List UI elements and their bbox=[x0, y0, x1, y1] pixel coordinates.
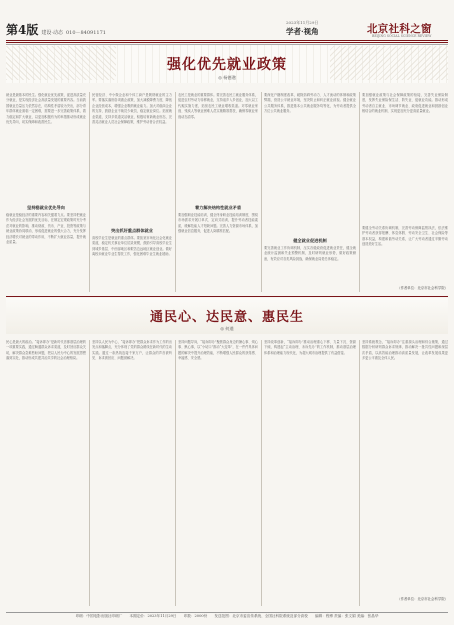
masthead: 北京社科之窗 bbox=[367, 23, 432, 35]
article2-end-note: （作者单位：北京市社会科学院） bbox=[397, 597, 448, 601]
article1-col3: 农民工是就业的重要群体。要完善农民工就业服务体系，促进农村劳动力转移就业，支持返乡入乡创业，加大以工代赈实施力度，拓宽农民工就业增收渠道。对零就业家庭、残疾人等就业困难人员实施精准帮扶，确保零就业家庭动态清零。 bbox=[178, 93, 258, 119]
section-divider bbox=[6, 296, 448, 297]
article2-col2: 坚持以人民为中心，“接诉即办”把群众诉求作为工作的出发点和落脚点，充分体现了党的群众路线在新时代的生动实践。通过一条热线连接千家万户，让群众的声音被听见、诉求被回应、问题被解决。 bbox=[92, 340, 172, 361]
header-rule bbox=[6, 40, 448, 41]
article1-col1b: 稳就业是稳经济的重要内容和关键着力点。要坚持把就业作为经济社会发展的优先目标，在制定宏观政策时充分考虑对就业的影响，推动财政、货币、产业、投资等政策与就业政策协同联动，形成促进就业的强大合力，充分发挥经济增长对就业的带动作用，不断扩大就业容量，提升就业质量。 bbox=[6, 213, 86, 245]
article2-title: 通民心、达民意、惠民生 bbox=[149, 310, 304, 325]
page-no: 第4版 bbox=[6, 23, 39, 37]
footer-rule bbox=[6, 612, 448, 613]
article2-col1: 民心是最大的政治。“接诉即办”是新时代首都基层治理的一项重要实践，通过畅通群众诉求渠道，及时回应群众关切，解决群众急难愁盼问题，把以人民为中心的发展思想落到实处，推动形成共建共治共享的社会治理格局。 bbox=[6, 340, 86, 361]
article2-author: ◎ 何遒 bbox=[220, 326, 234, 331]
issue-date: 2023年11月29日 bbox=[286, 20, 319, 25]
section-label: 建设·动态 bbox=[41, 30, 63, 36]
article1-col4b: 要完善就业工作协调机制，压实各级政府促进就业责任，健全就业统计监测和失业预警机制，及时研判就业形势，做好政策储备，有效应对各类风险挑战，确保就业局势总体稳定。 bbox=[264, 246, 356, 261]
article1-col5a: 要加强就业政策与社会保障政策的衔接，完善失业保险制度，发挥失业保险保生活、防失业、促就业功能。推动形成劳动者自主就业、市场调节就业、政府促进就业和鼓励创业相结合的就业机制，实现更加充分更高质量就业。 bbox=[362, 93, 448, 114]
footer-imprint: 印刷：中国电影出版社印刷厂 本期定价：2023年11月29日 印数：2000份 发送范围：北京市委宣传系统、全国社科院系统及部分高校 编辑：程博 责编：张文娟 美编：张晶华 bbox=[75, 614, 379, 618]
article1-subhead4: 健全就业促进机制 bbox=[293, 238, 327, 243]
hotline: 010－84091171 bbox=[65, 30, 106, 36]
article1-author: ◎ 杨德邈 bbox=[218, 75, 236, 80]
article1-col4: 要深化户籍制度改革，破除妨碍劳动力、人才流动的体制和政策弊端，营造公平就业环境，坚决防止和纠正就业歧视。健全就业公共服务体系，推进基本公共就业服务均等化，为劳动者提供全方位公共就业服务。 bbox=[264, 93, 356, 114]
header-rule-thin bbox=[6, 42, 448, 43]
article2-col4: 坚持改革创新，“接诉即办”推动治理重心下移、力量下沉、资源下倾，构建起“主动治理、未诉先办”的工作机制，推动基层治理体系和治理能力现代化，为超大城市治理提供了有益借鉴。 bbox=[264, 340, 356, 355]
article2-col5: 坚持系统观念，“接诉即办”注重源头治理和综合施策，通过数据分析研判群众诉求规律，推动解决一批共性问题和深层次矛盾，以高效能治理推动高质量发展，让改革发展成果更多更公平惠及全体人民。 bbox=[362, 340, 448, 361]
page-number bbox=[6, 21, 106, 38]
article1-subhead1: 坚持稳就业优先导向 bbox=[27, 205, 65, 210]
article1-end-note: （作者单位：北京市社会科学院） bbox=[397, 286, 448, 290]
article1-col5b: 要健全劳动关系协调机制，完善劳动保障监察执法，依法维护劳动者获得报酬、休息休假、劳动安全卫生、社会保险等基本权益，构建和谐劳动关系，让广大劳动者通过辛勤劳动创造美好生活。 bbox=[362, 226, 448, 247]
article1-col2: 民营经济、中小微企业和个体工商户是吸纳就业的主力军。要落实落细各项惠企政策，加大减税降费力度，降低企业经营成本，增强企业吸纳就业能力。加大对稳岗企业的支持，鼓励企业不裁员少裁员，稳定就业岗位。拓宽就业渠道，支持多渠道灵活就业，积极培育新就业形态，完善灵活就业人员社会保障政策，维护劳动者合法权益。 bbox=[92, 93, 172, 125]
masthead-english: BEIJING SOCIAL SCIENCE REVIEW bbox=[372, 34, 432, 38]
article1-title: 强化优先就业政策 bbox=[167, 57, 287, 73]
article1-subhead2: 突出抓好重点群体就业 bbox=[111, 228, 153, 233]
article1-col1: 就业是最基本的民生。强化就业优先政策，促进高质量充分就业，是实现经济社会高质量发展的重要内容。当前我国就业总量压力依然存在，结构性矛盾较为突出，部分青年群体就业面临一定困难，需要进一步完善政策体系，着力稳定和扩大就业，以更加积极有为的举措推动形成就业优先导向，切实保障和改善民生。 bbox=[6, 93, 86, 125]
section-title: 学者·视角 bbox=[286, 27, 319, 36]
article1-subhead3: 着力解决结构性就业矛盾 bbox=[194, 205, 242, 210]
article2-col3: 坚持问题导向，“接诉即办”聚焦群众身边的操心事、烦心事、揪心事，以“小切口”推动“大变革”，在一件件具体问题的解决中提升治理效能，不断增强人民群众的获得感、幸福感、安全感。 bbox=[178, 340, 258, 361]
article1-col3b: 要加强职业技能培训，健全终身职业技能培训制度，围绕市场需求开展订单式、定向式培训，提升劳动者技能素质，缓解技能人才短缺问题。完善人力资源市场体系，加强就业信息服务，促进人岗精准匹配。 bbox=[178, 213, 258, 234]
date-block bbox=[286, 20, 346, 37]
article1-col2b: 高校毕业生是就业的重点群体。要拓宽市场化社会化就业渠道，稳定机关事业单位招录规模，鼓励引导高校毕业生到城乡基层、中西部地区和艰苦边远地区就业创业。做好离校未就业毕业生帮扶工作，强化困难毕业生就业援助。 bbox=[92, 236, 172, 257]
